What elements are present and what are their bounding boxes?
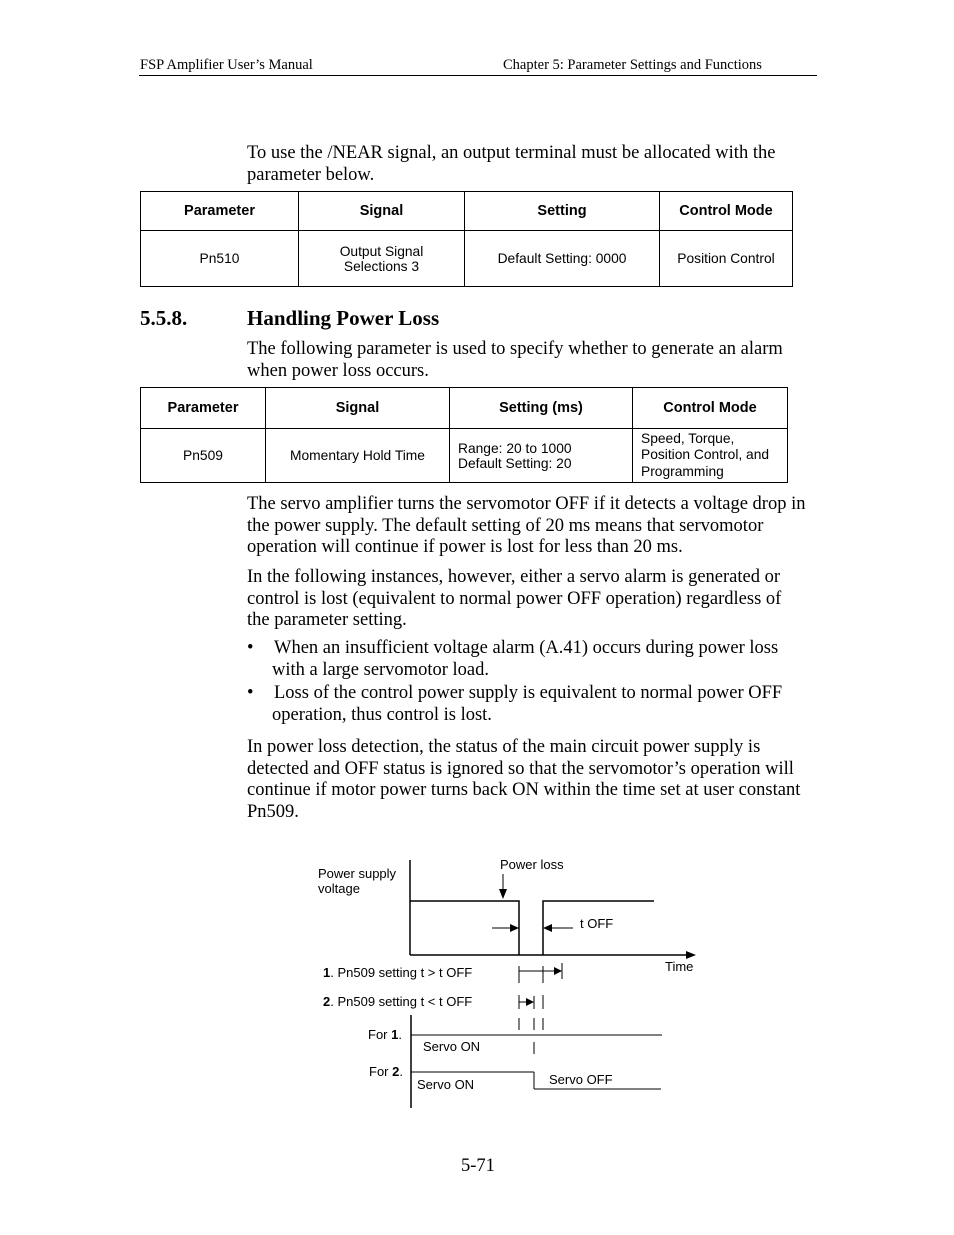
- case2-arrow-icon: [526, 998, 534, 1006]
- table-header: Setting: [465, 192, 660, 231]
- table-header: Parameter: [141, 192, 299, 231]
- para-line: operation will continue if power is lost for less than 20 ms.: [247, 537, 683, 558]
- section-number: 5.5.8.: [140, 306, 188, 330]
- bullet-line: When an insufficient voltage alarm (A.41) occurs during power loss: [274, 638, 779, 658]
- case2-label: [323, 994, 472, 1009]
- bullet-line: Loss of the control power supply is equivalent to normal power OFF: [274, 683, 783, 703]
- table-cell-parameter: Pn510: [141, 231, 299, 287]
- power-loss-label: Power loss: [500, 857, 564, 872]
- table-cell-signal: Momentary Hold Time: [266, 429, 450, 483]
- cell-line: Position Control, and: [641, 447, 770, 463]
- toff-arrow-left-icon: [510, 924, 519, 932]
- power-loss-arrow-icon: [499, 889, 507, 899]
- time-axis-arrow-icon: [686, 951, 696, 959]
- table-header: Parameter: [141, 388, 266, 429]
- header-manual-title: FSP Amplifier User’s Manual: [140, 57, 313, 73]
- intro-line: parameter below.: [247, 164, 375, 185]
- for1-label: [368, 1027, 402, 1042]
- para-line: the parameter setting.: [247, 610, 407, 631]
- table-cell-mode: Position Control: [660, 231, 793, 287]
- header-chapter-title: Chapter 5: Parameter Settings and Functions: [503, 57, 762, 73]
- case1-number: 1: [323, 965, 331, 980]
- para-line: detected and OFF status is ignored so that the servomotor’s operation will: [247, 758, 794, 779]
- cell-line: Selections 3: [343, 258, 420, 274]
- table-header: Control Mode: [660, 192, 793, 231]
- bullet-icon: •: [247, 638, 254, 658]
- case2-text: . Pn509 setting t < t OFF: [330, 994, 473, 1009]
- for2-label: [369, 1064, 403, 1079]
- para-line: when power loss occurs.: [247, 360, 429, 381]
- cell-line: Output Signal: [339, 243, 424, 259]
- for2-prefix: For: [369, 1064, 393, 1079]
- table-cell-setting: Default Setting: 0000: [465, 231, 660, 287]
- para-line: Pn509.: [247, 801, 299, 822]
- for2-number: 2: [392, 1064, 400, 1079]
- toff-arrow-right-icon: [543, 924, 552, 932]
- table-cell-parameter: Pn509: [141, 429, 266, 483]
- cell-line: Speed, Torque,: [641, 430, 735, 446]
- for2-suffix: .: [399, 1064, 403, 1079]
- for1-number: 1: [391, 1027, 399, 1042]
- para-line: the power supply. The default setting of 20 ms means that servomotor: [247, 515, 764, 536]
- t-off-label: t OFF: [580, 916, 614, 931]
- case1-arrow-icon: [554, 967, 562, 975]
- time-label: Time: [665, 959, 694, 974]
- table-header: Setting (ms): [450, 388, 633, 429]
- para-line: continue if motor power turns back ON within the time set at user constant: [247, 780, 801, 801]
- bullet-icon: •: [247, 683, 254, 703]
- cell-line: Programming: [641, 463, 724, 479]
- intro-line: To use the /NEAR signal, an output terminal must be allocated with the: [247, 143, 776, 163]
- para-line: In the following instances, however, either a servo alarm is generated or: [247, 567, 780, 587]
- section-title: Handling Power Loss: [247, 306, 440, 330]
- servo-on-label-case2: Servo ON: [417, 1077, 475, 1092]
- para-line: control is lost (equivalent to normal power OFF operation) regardless of: [247, 588, 782, 609]
- servo-off-label: Servo OFF: [549, 1072, 613, 1087]
- page-number: 5-71: [461, 1156, 495, 1176]
- para-line: In power loss detection, the status of the main circuit power supply is: [247, 737, 761, 757]
- cell-line: Default Setting: 20: [458, 455, 572, 471]
- table-header: Signal: [266, 388, 450, 429]
- servo-on-label-case1: Servo ON: [423, 1039, 481, 1054]
- case1-label: [323, 965, 472, 980]
- table-header: Signal: [299, 192, 465, 231]
- cell-line: Range: 20 to 1000: [458, 440, 572, 456]
- for1-prefix: For: [368, 1027, 392, 1042]
- bullet-line: operation, thus control is lost.: [272, 704, 492, 725]
- power-supply-label: Power supply: [318, 866, 397, 881]
- case1-text: . Pn509 setting t > t OFF: [330, 965, 473, 980]
- para-line: The following parameter is used to specify whether to generate an alarm: [247, 339, 783, 359]
- table-header: Control Mode: [633, 388, 788, 429]
- para-line: The servo amplifier turns the servomotor OFF if it detects a voltage drop in: [247, 494, 806, 514]
- case2-number: 2: [323, 994, 331, 1009]
- bullet-line: with a large servomotor load.: [272, 659, 489, 680]
- voltage-label: voltage: [318, 881, 360, 896]
- for1-suffix: .: [398, 1027, 402, 1042]
